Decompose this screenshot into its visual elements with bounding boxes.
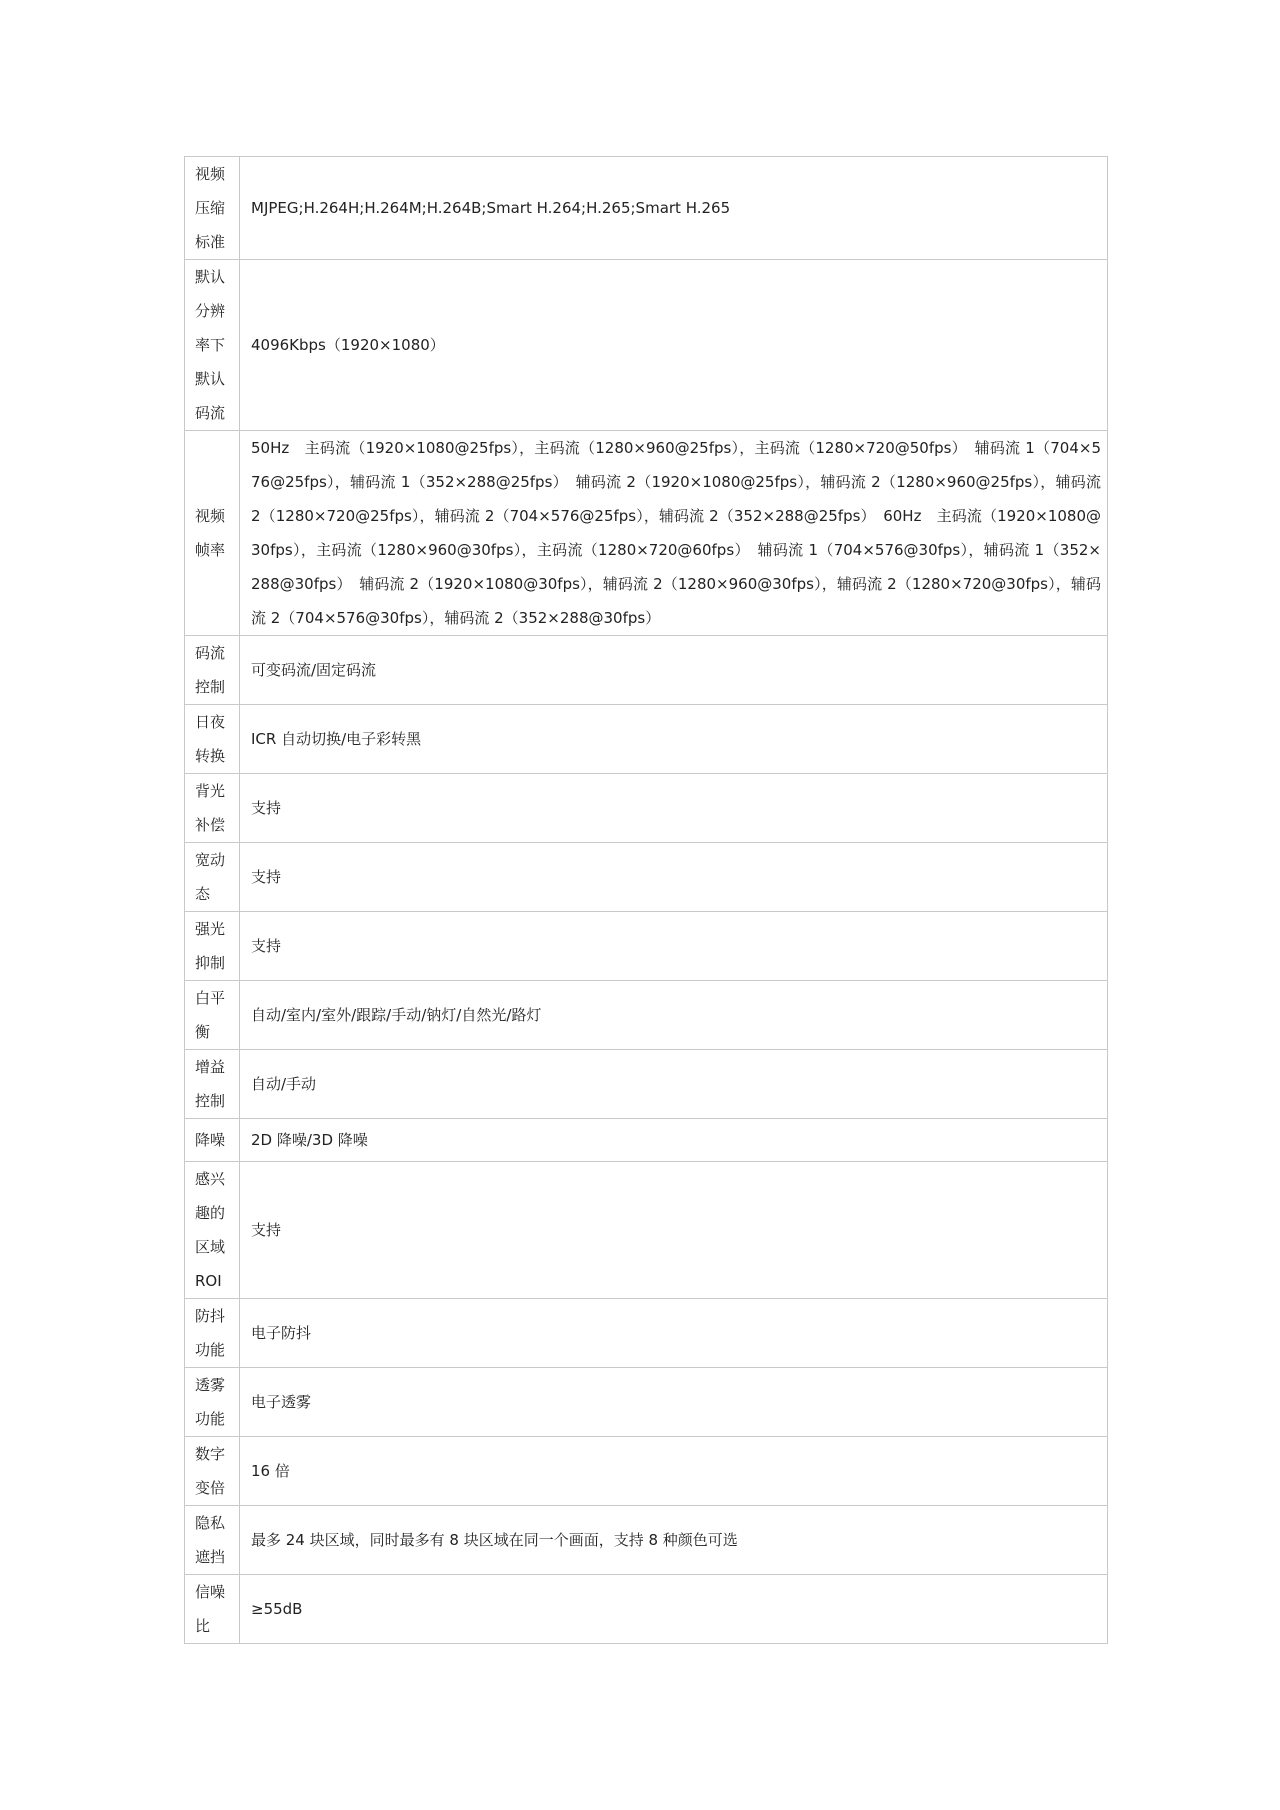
table-row bbox=[185, 1050, 1108, 1119]
row-value: 支持 bbox=[240, 774, 1108, 843]
row-value: 2D 降噪/3D 降噪 bbox=[240, 1119, 1108, 1162]
table-row bbox=[185, 636, 1108, 705]
table-row bbox=[185, 260, 1108, 431]
table-row bbox=[185, 1162, 1108, 1299]
row-label: 透雾功能 bbox=[185, 1368, 240, 1437]
row-value: MJPEG;H.264H;H.264M;H.264B;Smart H.264;H.265;Smart H.265 bbox=[240, 157, 1108, 260]
row-value: 16 倍 bbox=[240, 1437, 1108, 1506]
row-label: 增益控制 bbox=[185, 1050, 240, 1119]
table-row bbox=[185, 843, 1108, 912]
row-label: 防抖功能 bbox=[185, 1299, 240, 1368]
table-row bbox=[185, 1575, 1108, 1644]
table-row bbox=[185, 981, 1108, 1050]
row-label: 数字变倍 bbox=[185, 1437, 240, 1506]
row-value: 4096Kbps（1920×1080） bbox=[240, 260, 1108, 431]
table-row bbox=[185, 157, 1108, 260]
table-row bbox=[185, 1437, 1108, 1506]
table-row bbox=[185, 1506, 1108, 1575]
row-value: 支持 bbox=[240, 1162, 1108, 1299]
row-value: 最多 24 块区域，同时最多有 8 块区域在同一个画面，支持 8 种颜色可选 bbox=[240, 1506, 1108, 1575]
table-row bbox=[185, 705, 1108, 774]
table-row bbox=[185, 431, 1108, 636]
row-value: ≥55dB bbox=[240, 1575, 1108, 1644]
row-label: 视频压缩标准 bbox=[185, 157, 240, 260]
row-label: 背光补偿 bbox=[185, 774, 240, 843]
row-label: 码流控制 bbox=[185, 636, 240, 705]
table-row bbox=[185, 1119, 1108, 1162]
spec-table bbox=[184, 156, 1108, 1644]
row-label: 强光抑制 bbox=[185, 912, 240, 981]
table-row bbox=[185, 1299, 1108, 1368]
row-label: 默认分辨率下默认码流 bbox=[185, 260, 240, 431]
row-label: 白平衡 bbox=[185, 981, 240, 1050]
row-value: 电子防抖 bbox=[240, 1299, 1108, 1368]
row-value: ICR 自动切换/电子彩转黑 bbox=[240, 705, 1108, 774]
table-row bbox=[185, 1368, 1108, 1437]
row-value: 50Hz 主码流（1920×1080@25fps），主码流（1280×960@25fps），主码流（1280×720@50fps） 辅码流 1（704×576@25fps），辅码流 1（352×288@25fps） 辅码流 2（1920×1080@25fps），辅码流 2（1280×960@25fps），辅码流 2（1280×720@25fps），辅码流 2（704×576@25fps），辅码流 2（352×288@25fps） 60Hz 主码流（1920×1080@30fps），主码流（1280×960@30fps），主码流（1280×720@60fps） 辅码流 1（704×576@30fps），辅码流 1（352× 288@30fps） 辅码流 2（1920×1080@30fps），辅码流 2（1280×960@30fps），辅码流 2（1280×720@30fps），辅码流 2（704×576@30fps），辅码流 2（352×288@30fps） bbox=[240, 431, 1108, 636]
row-label: 宽动态 bbox=[185, 843, 240, 912]
row-label: 感兴趣的区域ROI bbox=[185, 1162, 240, 1299]
row-label: 日夜转换 bbox=[185, 705, 240, 774]
table-row bbox=[185, 774, 1108, 843]
table-row bbox=[185, 912, 1108, 981]
row-label: 信噪比 bbox=[185, 1575, 240, 1644]
row-value: 电子透雾 bbox=[240, 1368, 1108, 1437]
row-label: 隐私遮挡 bbox=[185, 1506, 240, 1575]
row-value: 可变码流/固定码流 bbox=[240, 636, 1108, 705]
row-value: 自动/室内/室外/跟踪/手动/钠灯/自然光/路灯 bbox=[240, 981, 1108, 1050]
row-value: 支持 bbox=[240, 912, 1108, 981]
row-value: 自动/手动 bbox=[240, 1050, 1108, 1119]
row-label: 视频帧率 bbox=[185, 431, 240, 636]
row-label: 降噪 bbox=[185, 1119, 240, 1162]
row-value: 支持 bbox=[240, 843, 1108, 912]
